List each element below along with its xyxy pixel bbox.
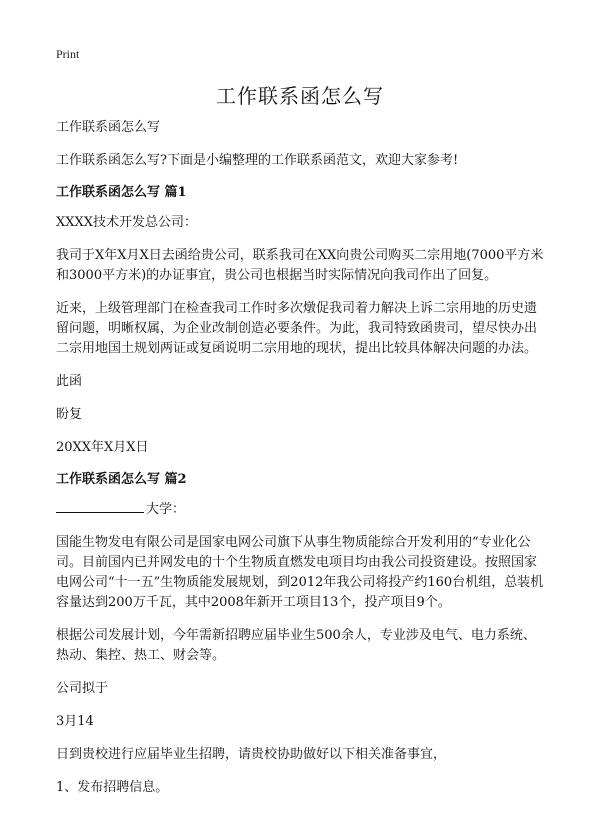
paragraph-1-2: 近来，上级管理部门在检查我司工作时多次燉促我司着力解决上诉二宗用地的历史遗留问题，明晰权属，为企业改制创造必要条件。为此，我司特致函贵司，望尽快办出二宗用地国土规划两证或复函说明二宗用地的现状，提出比较具体解决问题的办法。 xyxy=(56,301,538,356)
addressee-2 xyxy=(56,500,548,520)
request-line: 日到贵校进行应届毕业生招聘，请贵校协助做好以下相关准备事宜， xyxy=(56,747,447,762)
blank-fill-line xyxy=(56,500,144,513)
print-link[interactable]: Print xyxy=(56,47,80,61)
section-heading-1: 工作联系函怎么写 篇1 xyxy=(56,185,187,200)
closing-line-1: 此函 xyxy=(56,374,83,389)
company-plan-line: 公司拟于 xyxy=(56,681,109,696)
closing-line-2: 盼复 xyxy=(56,407,83,422)
paragraph-1-1: 我司于X年X月X日去函给贵公司，联系我司在XX向贵公司购买二宗用地(7000平方米和3000平方米)的办证事宜，贵公司也根据当时实际情况向我司作出了回复。 xyxy=(56,248,544,283)
letter-date: 20XX年X月X日 xyxy=(56,440,149,455)
section-heading-2: 工作联系函怎么写 篇2 xyxy=(56,472,187,487)
addressee-1: XXXX技术开发总公司： xyxy=(56,215,198,230)
document-body xyxy=(56,118,548,798)
intro-line: 工作联系函怎么写 xyxy=(56,120,161,135)
document-title: 工作联系函怎么写 xyxy=(216,84,384,108)
intro-paragraph: 工作联系函怎么写?下面是小编整理的工作联系函范文，欢迎大家参考! xyxy=(56,153,459,168)
plan-date-line: 3月14 xyxy=(56,714,94,729)
paragraph-2-2: 根据公司发展计划，今年需新招聘应届毕业生500余人，专业涉及电气、电力系统、热动、集控、热工、财会等。 xyxy=(56,628,536,663)
list-item: 1、发布招聘信息。 xyxy=(56,780,169,795)
addressee-2-suffix: 大学： xyxy=(146,502,186,517)
paragraph-2-1: 国能生物发电有限公司是国家电网公司旗下从事生物质能综合开发利用的“专业化公司。目前国内已并网发电的十个生物质直燃发电项目均由我公司投资建设。按照国家电网公司“十一五”生物质能发展规划，到2012年我公司将投产约160台机组，总装机容量达到200万千瓦，其中2008年新开工项目13个，投产项目9个。 xyxy=(56,535,544,610)
